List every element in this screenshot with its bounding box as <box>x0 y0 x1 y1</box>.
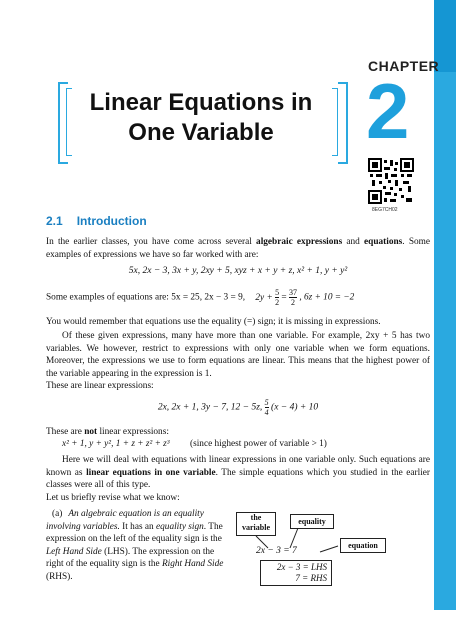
nonlinear-examples-row <box>62 439 432 449</box>
lhs-line: 2x − 3 = LHS <box>276 562 327 572</box>
nonlinear-note: (since highest power of variable > 1) <box>190 439 327 449</box>
chapter-title-line2: One Variable <box>128 119 274 146</box>
text-run: linear expressions: <box>97 427 169 437</box>
fraction <box>275 288 279 307</box>
denominator: 4 <box>264 408 269 417</box>
text-run: Here we will deal with equations with linear expressions in one variable only. Such equations are known as <box>46 455 430 478</box>
linear-expression-examples <box>46 398 430 417</box>
section-title: Introduction <box>76 214 147 228</box>
math-run: 2y + <box>255 292 273 303</box>
numerator: 37 <box>289 288 297 297</box>
revise-lead: Let us briefly revise what we know: <box>46 493 180 503</box>
italic-term: Left Hand Side <box>46 546 102 557</box>
equality-note: You would remember that equations use the equality (=) sign; it is missing in expressions. <box>46 317 381 327</box>
item-label: (a) <box>52 509 63 519</box>
section-heading <box>46 214 147 228</box>
text-run: (LHS). The expression on the right of the equality sign is the <box>46 546 215 569</box>
text-run: . The simple equations which you studied in the earlier classes were all of this type. <box>46 467 430 490</box>
diagram-equation: 2x − 3 = 7 <box>256 546 297 556</box>
qr-code-caption: 8EG7CH02 <box>372 207 398 213</box>
math-run: 2x, 2x + 1, 3y − 7, 12 − 5z, <box>157 402 263 413</box>
label-variable-box <box>236 512 276 536</box>
italic-definition: An algebraic equation is an equality involving variables. <box>46 509 204 532</box>
equation-examples <box>46 288 430 307</box>
fraction <box>289 288 297 307</box>
linear-equations-paragraph <box>46 454 430 492</box>
bold-term: linear equations in one variable <box>86 467 216 478</box>
math-run: (x − 4) + 10 <box>271 402 319 413</box>
numerator: 5 <box>275 288 280 297</box>
math-run: = <box>281 292 287 303</box>
chapter-sidebar-bar <box>434 0 456 610</box>
denominator: 2 <box>291 298 295 307</box>
lhs-rhs-box <box>260 560 332 586</box>
nonlinear-examples: x² + 1, y + y², 1 + z + z² + z³ <box>62 439 170 449</box>
chapter-title <box>66 88 336 148</box>
equation-diagram <box>228 506 428 586</box>
intro-paragraph <box>46 236 430 261</box>
bold-term: algebraic expressions <box>256 237 343 247</box>
nonlinear-heading <box>46 426 430 439</box>
text-run: These are <box>46 427 85 437</box>
qr-code-icon <box>368 158 414 204</box>
text-run: Some examples of equations are: 5x = 25, 2x − 3 = 9, <box>46 292 246 303</box>
text-run: . The expression on the left of the equality sign is the <box>46 521 223 544</box>
label-equality-box: equality <box>290 514 334 529</box>
numerator: 5 <box>264 398 269 407</box>
text-run: It has an <box>119 521 157 532</box>
item-a-paragraph <box>46 508 228 583</box>
expression-examples: 5x, 2x − 3, 3x + y, 2xy + 5, xyz + x + y + z, x² + 1, y + y² <box>128 266 348 276</box>
text-run: In the earlier classes, you have come across several <box>46 237 257 247</box>
label-equation-box: equation <box>340 538 386 553</box>
italic-term: Right Hand Side <box>161 559 224 569</box>
chapter-number: 2 <box>366 67 410 155</box>
text-run: and <box>342 237 365 247</box>
math-run: , 6z + 10 = −2 <box>299 292 355 303</box>
bold-term: equations <box>364 237 403 247</box>
bold-term: not <box>84 427 98 437</box>
text-run: (RHS). <box>46 571 73 582</box>
denominator: 2 <box>275 298 280 307</box>
linear-expressions-heading: These are linear expressions: <box>46 381 154 391</box>
label-variable-line1: the <box>250 513 262 522</box>
text-run: . Some examples of expressions we have so far worked with are: <box>46 237 430 260</box>
chapter-label: CHAPTER <box>368 58 440 74</box>
variables-paragraph: Of these given expressions, many have more than one variable. For example, 2xy + 5 has two variables. We however, restrict to expressions with only one variable when we form equations. Moreover, the expressions we use to form equations are linear. This means that the highest power of the variable appearing in the expression is 1. <box>46 331 430 379</box>
rhs-line: 7 = RHS <box>295 573 327 583</box>
fraction <box>265 398 269 417</box>
section-number: 2.1 <box>46 214 63 228</box>
italic-term: equality sign <box>156 521 204 532</box>
title-bracket-right <box>338 82 348 164</box>
chapter-title-line1: Linear Equations in <box>89 89 313 116</box>
label-variable-line2: variable <box>242 523 270 532</box>
